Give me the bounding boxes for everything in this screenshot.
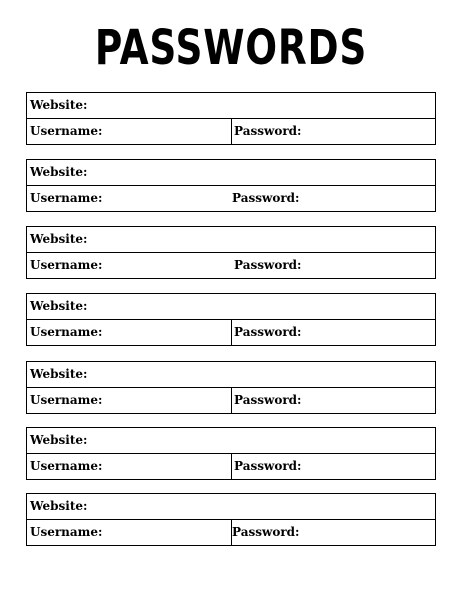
website-label: Website:	[30, 165, 88, 179]
column-divider	[231, 388, 232, 413]
website-field[interactable]	[89, 229, 431, 250]
website-label: Website:	[30, 232, 88, 246]
credentials-row	[26, 519, 436, 546]
password-label: Password:	[234, 124, 302, 138]
website-label: Website:	[30, 433, 88, 447]
credentials-row	[26, 387, 436, 414]
website-field[interactable]	[89, 364, 431, 385]
username-label: Username:	[30, 124, 103, 138]
column-divider	[231, 320, 232, 345]
website-row	[26, 226, 436, 253]
website-label: Website:	[30, 499, 88, 513]
password-field[interactable]	[309, 522, 431, 543]
username-field[interactable]	[103, 522, 227, 543]
username-label: Username:	[30, 325, 103, 339]
website-label: Website:	[30, 367, 88, 381]
password-field[interactable]	[309, 456, 431, 477]
website-row	[26, 361, 436, 388]
username-label: Username:	[30, 393, 103, 407]
username-label: Username:	[30, 258, 103, 272]
password-entry	[26, 361, 436, 415]
password-entry	[26, 92, 436, 146]
website-field[interactable]	[89, 162, 431, 183]
username-field[interactable]	[103, 121, 227, 142]
credentials-row	[26, 319, 436, 346]
password-field[interactable]	[309, 390, 431, 411]
credentials-row	[26, 453, 436, 480]
website-row	[26, 159, 436, 186]
website-field[interactable]	[89, 95, 431, 116]
password-field[interactable]	[309, 188, 431, 209]
username-label: Username:	[30, 459, 103, 473]
password-field[interactable]	[309, 121, 431, 142]
username-field[interactable]	[103, 390, 227, 411]
website-label: Website:	[30, 98, 88, 112]
password-entry	[26, 293, 436, 347]
password-label: Password:	[232, 191, 300, 205]
credentials-row	[26, 118, 436, 145]
username-field[interactable]	[103, 322, 227, 343]
page-title: PASSWORDS	[94, 20, 368, 76]
username-field[interactable]	[103, 255, 227, 276]
column-divider	[231, 454, 232, 479]
credentials-row	[26, 252, 436, 279]
password-entry	[26, 226, 436, 280]
website-row	[26, 293, 436, 320]
password-label: Password:	[234, 459, 302, 473]
password-entry	[26, 427, 436, 481]
password-label: Password:	[234, 258, 302, 272]
website-field[interactable]	[89, 296, 431, 317]
password-field[interactable]	[309, 255, 431, 276]
password-entry	[26, 159, 436, 213]
website-label: Website:	[30, 299, 88, 313]
website-row	[26, 427, 436, 454]
username-field[interactable]	[103, 188, 227, 209]
username-field[interactable]	[103, 456, 227, 477]
website-field[interactable]	[89, 430, 431, 451]
username-label: Username:	[30, 191, 103, 205]
username-label: Username:	[30, 525, 103, 539]
password-label: Password:	[234, 325, 302, 339]
website-row	[26, 92, 436, 119]
website-row	[26, 493, 436, 520]
password-field[interactable]	[309, 322, 431, 343]
website-field[interactable]	[89, 496, 431, 517]
password-label: Password:	[234, 393, 302, 407]
credentials-row	[26, 185, 436, 212]
password-label: Password:	[232, 525, 300, 539]
password-entry	[26, 493, 436, 547]
column-divider	[231, 119, 232, 144]
